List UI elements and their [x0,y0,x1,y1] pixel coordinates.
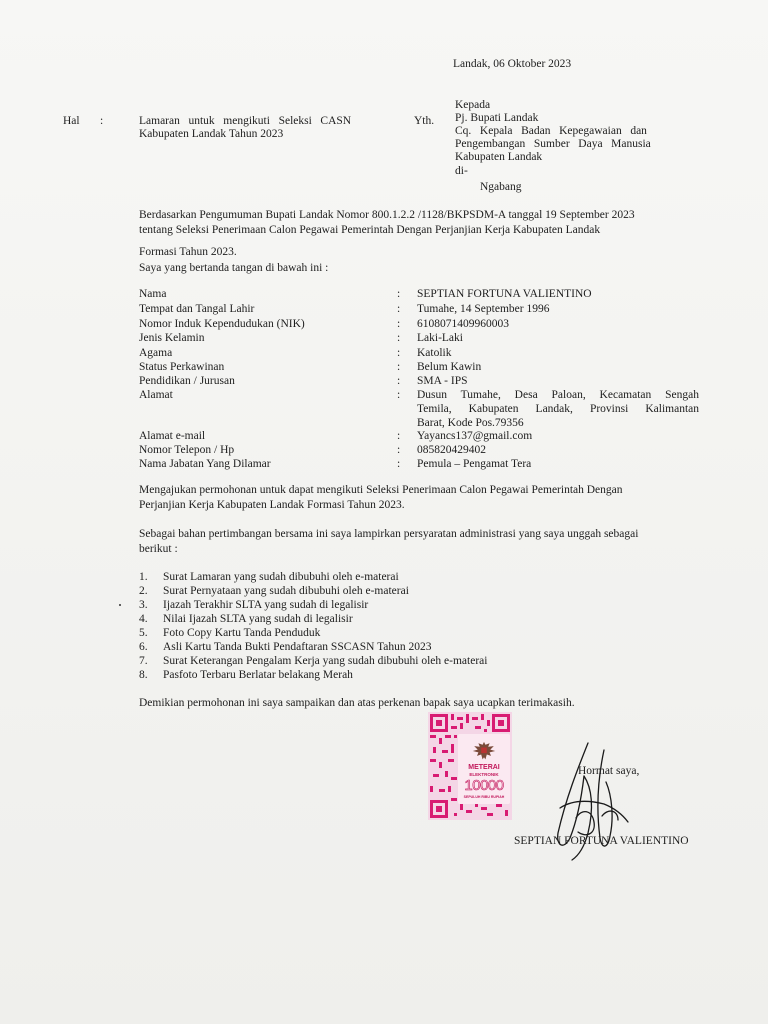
list-item [139,612,353,626]
list-text: Ijazah Terakhir SLTA yang sudah di legalisir [163,599,369,611]
field-colon: : [397,288,401,300]
field-label: Status Perkawinan [139,361,225,373]
place-date: Landak, 06 Oktober 2023 [453,58,572,70]
field-value: Pemula – Pengamat Tera [417,458,532,470]
field-colon: : [397,444,401,456]
field-colon: : [397,458,401,470]
field-colon: : [397,318,401,330]
field-value-line: Barat, Kode Pos.79356 [417,417,524,429]
list-item [139,654,487,668]
stamp-caption: SEPULUH RIBU RUPIAH [463,795,505,799]
recipient-line-1: Pj. Bupati Landak [455,112,539,124]
field-gender [139,331,699,345]
list-text: Nilai Ijazah SLTA yang sudah di legalisir [163,613,353,625]
list-text: Surat Keterangan Pengalam Kerja yang sudah dibubuhi oleh e-materai [163,655,488,667]
field-label: Alamat [139,389,173,401]
para2-line-1: Sebagai bahan pertimbangan bersama ini saya lampirkan persyaratan administrasi yang saya unggah sebagai [139,528,639,540]
recipient-line-3: Pengembangan Sumber Daya Manusia [455,138,651,150]
field-marital [139,360,699,374]
field-label: Nomor Telepon / Hp [139,444,235,456]
field-value: Tumahe, 14 September 1996 [417,303,550,315]
list-number: 8. [139,669,148,681]
garuda-emblem-icon [470,740,498,762]
field-colon: : [397,361,401,373]
stamp-subtitle: ELEKTRONIK [469,772,499,777]
list-number: 2. [139,585,148,597]
field-nama [139,287,699,301]
stamp-title: METERAI [468,764,500,771]
hal-label: Hal [63,115,80,127]
para1-line-2: Perjanjian Kerja Kabupaten Landak Formasi Tahun 2023. [139,499,405,511]
hal-colon: : [100,115,104,127]
field-position [139,457,699,471]
stamp-center-panel [458,734,510,804]
field-value: Belum Kawin [417,361,482,373]
field-colon: : [397,375,401,387]
field-colon: : [397,430,401,442]
stamp-amount: 10000 [464,777,504,794]
intro-line-3: Formasi Tahun 2023. [139,246,237,258]
list-item [139,570,399,584]
field-value-line: Dusun Tumahe, Desa Paloan, Kecamatan Sengah [417,389,699,401]
field-label: Alamat e-mail [139,430,206,442]
recipient-line-4: Kabupaten Landak [455,151,543,163]
recipient-line-5: di- [455,165,468,177]
field-label: Agama [139,347,173,359]
field-education [139,374,699,388]
field-label: Pendidikan / Jurusan [139,375,235,387]
field-colon: : [397,389,401,401]
list-item [139,626,320,640]
field-label: Nama Jabatan Yang Dilamar [139,458,271,470]
field-value: Laki-Laki [417,332,463,344]
field-label: Nomor Induk Kependudukan (NIK) [139,318,305,330]
field-birth [139,302,699,316]
list-text: Foto Copy Kartu Tanda Penduduk [163,627,321,639]
subject-line-1: Lamaran untuk mengikuti Seleksi CASN [139,115,352,127]
list-number: 6. [139,641,148,653]
list-number: 4. [139,613,148,625]
field-value: 6108071409960003 [417,318,509,330]
field-label: Jenis Kelamin [139,332,205,344]
list-item [139,668,353,682]
list-number: 5. [139,627,148,639]
field-value: SEPTIAN FORTUNA VALIENTINO [417,288,592,300]
field-nik [139,317,699,331]
list-text: Surat Lamaran yang sudah dibubuhi oleh e-materai [163,571,399,583]
field-colon: : [397,347,401,359]
list-number: 3. [139,599,148,611]
subject-line-2: Kabupaten Landak Tahun 2023 [139,128,284,140]
intro-line-4: Saya yang bertanda tangan di bawah ini : [139,262,329,274]
para1-line-1: Mengajukan permohonan untuk dapat mengikuti Seleksi Penerimaan Calon Pegawai Pemerintah Dengan [139,484,623,496]
field-address [139,388,699,432]
list-text: Surat Pernyataan yang sudah dibubuhi oleh e-materai [163,585,409,597]
list-item [139,598,368,612]
field-religion [139,346,699,360]
intro-line-2: tentang Seleksi Penerimaan Calon Pegawai Pemerintah Dengan Perjanjian Kerja Kabupaten Landak [139,224,601,236]
stray-mark [119,604,121,606]
recipient-line-6: Ngabang [480,181,522,193]
signoff-text: Hormat saya, [578,765,640,777]
field-value: Katolik [417,347,452,359]
field-value: SMA - IPS [417,375,468,387]
signer-name: SEPTIAN FORTUNA VALIENTINO [514,835,689,847]
list-item [139,584,409,598]
para2-line-2: berikut : [139,543,178,555]
closing-text: Demikian permohonan ini saya sampaikan dan atas perkenan bapak saya ucapkan terimakasih. [139,697,575,709]
field-phone [139,443,699,457]
field-colon: : [397,332,401,344]
field-label: Nama [139,288,167,300]
field-label: Tempat dan Tangal Lahir [139,303,255,315]
field-value-line: Temila, Kabupaten Landak, Provinsi Kalimantan [417,403,699,415]
yth-label: Yth. [414,115,435,127]
field-colon: : [397,303,401,315]
field-value: Yayancs137@gmail.com [417,430,533,442]
list-number: 7. [139,655,148,667]
field-value: 085820429402 [417,444,486,456]
recipient-kepada: Kepada [455,99,491,111]
list-text: Pasfoto Terbaru Berlatar belakang Merah [163,669,353,681]
intro-line-1: Berdasarkan Pengumuman Bupati Landak Nomor 800.1.2.2 /1128/BKPSDM-A tanggal 19 September 2023 [139,209,635,221]
list-number: 1. [139,571,148,583]
e-meterai-stamp [428,712,512,820]
recipient-line-2: Cq. Kepala Badan Kepegawaian dan [455,125,647,137]
field-email [139,429,699,443]
list-text: Asli Kartu Tanda Bukti Pendaftaran SSCASN Tahun 2023 [163,641,432,653]
list-item [139,640,432,654]
handwritten-signature [548,738,638,868]
